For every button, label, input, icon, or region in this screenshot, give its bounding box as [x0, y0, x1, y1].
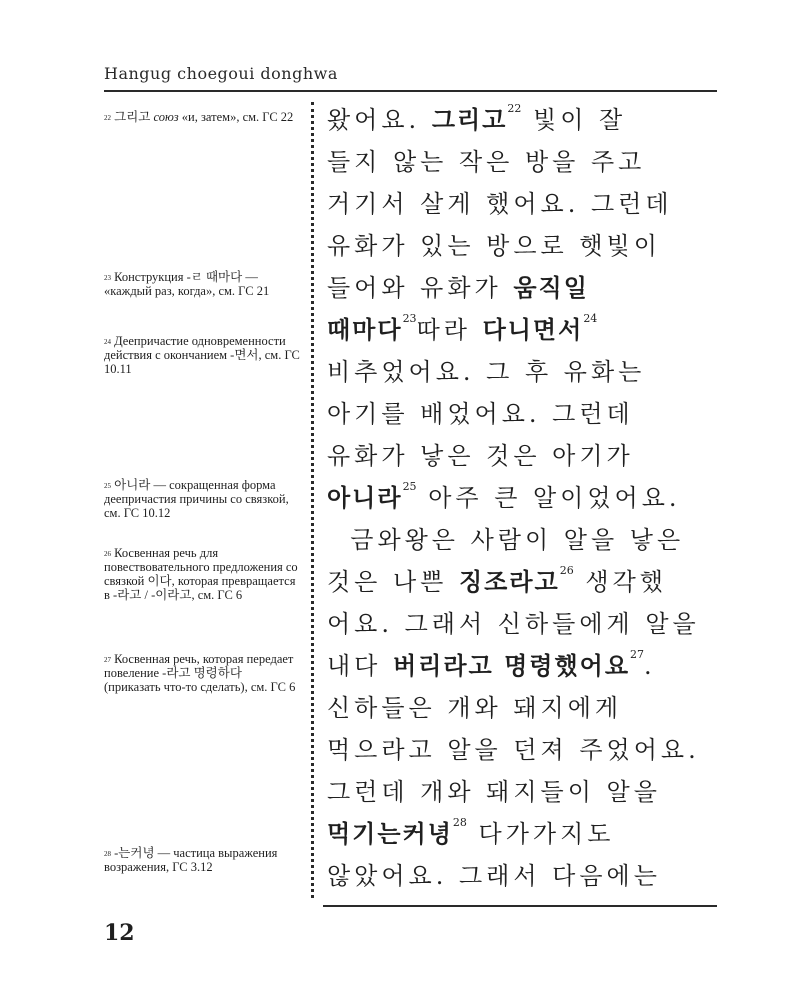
- footnote-text: 아니라 — сокращенная форма деепричастия причины со связкой, см. ГС 10.12: [104, 478, 289, 520]
- line-text: 어요. 그래서 신하들에게 알을: [327, 610, 700, 638]
- text-line: [327, 562, 667, 604]
- footnote-ref: 26: [559, 564, 574, 577]
- text-line: [327, 142, 645, 184]
- line-text: .: [644, 652, 656, 680]
- footnote-text: Деепричастие одновременности действия с окончанием -면서, см. ГС 10.11: [104, 334, 300, 376]
- text-line: [327, 436, 634, 478]
- text-line: [327, 394, 634, 436]
- footnote-28: [104, 846, 300, 874]
- footnote-number: 22: [104, 114, 111, 122]
- footnote-ref: 28: [452, 816, 467, 829]
- text-line: [327, 520, 684, 562]
- line-bold: 그리고: [431, 106, 508, 134]
- line-text: 다가가지도: [466, 820, 615, 848]
- footnote-22: [104, 110, 300, 124]
- footnote-ref: 25: [402, 480, 417, 493]
- line-bold: 다니면서: [482, 316, 584, 344]
- footnote-ref: 27: [630, 648, 645, 661]
- footnote-ref: 22: [507, 102, 522, 115]
- line-text: 따라: [416, 316, 483, 344]
- text-line: [327, 814, 614, 856]
- running-head: Hangug choegoui donghwa: [104, 64, 338, 83]
- text-line: [327, 100, 626, 142]
- dotted-divider: [311, 102, 314, 898]
- line-text: 빛이 잘: [521, 106, 627, 134]
- line-text: 들지 않는 작은 방을 주고: [327, 148, 646, 176]
- line-bold: 먹기는커녕: [327, 820, 453, 848]
- footnote-number: 23: [104, 274, 111, 282]
- footnote-text: Конструкция -ㄹ 때마다 — «каждый раз, когда», см. ГС 21: [104, 270, 270, 298]
- footnote-number: 26: [104, 550, 111, 558]
- text-line: [327, 730, 700, 772]
- line-text: 유화가 있는 방으로 햇빛이: [327, 232, 661, 260]
- text-line: [327, 688, 622, 730]
- text-line: [327, 646, 656, 688]
- footnote-italic: союз: [153, 110, 179, 124]
- top-rule: [104, 90, 717, 92]
- text-line: [327, 604, 700, 646]
- line-text: 거기서 살게 했어요. 그런데: [327, 190, 673, 218]
- footnote-number: 27: [104, 656, 111, 664]
- line-text: 것은 나쁜: [327, 568, 459, 596]
- line-bold: 움직일: [513, 274, 589, 302]
- footnote-number: 24: [104, 338, 111, 346]
- text-line: [327, 856, 661, 898]
- line-text: 그런데 개와 돼지들이 알을: [327, 778, 661, 806]
- footnote-27: [104, 652, 300, 694]
- line-text: 않았어요. 그래서 다음에는: [327, 862, 661, 890]
- line-bold: 아니라: [327, 484, 403, 512]
- line-text: 비추었어요. 그 후 유화는: [327, 358, 646, 386]
- footnote-korean: 그리고: [114, 110, 151, 124]
- footnote-25: [104, 478, 300, 520]
- text-line: [327, 478, 681, 520]
- bottom-rule: [323, 905, 717, 907]
- line-text: 금와왕은 사람이 알을 낳은: [327, 526, 685, 554]
- text-line: [327, 310, 597, 352]
- line-text: 신하들은 개와 돼지에게: [327, 694, 623, 722]
- page-number: 12: [104, 920, 135, 946]
- footnote-number: 28: [104, 850, 111, 858]
- footnote-24: [104, 334, 300, 376]
- line-text: 들어와 유화가: [327, 274, 514, 302]
- text-line: [327, 772, 661, 814]
- footnote-text: Косвенная речь, которая передает повеление -라고 명령하다 (приказать что-то сделать), см. ГС 6: [104, 652, 296, 694]
- footnote-number: 25: [104, 482, 111, 490]
- line-text: 아기를 배었어요. 그런데: [327, 400, 634, 428]
- text-line: [327, 226, 661, 268]
- footnote-text: Косвенная речь для повествовательного предложения со связкой 이다, которая превращается в -라고 / -이라고, см. ГС 6: [104, 546, 298, 602]
- text-line: [327, 184, 673, 226]
- text-line: [327, 268, 589, 310]
- line-text: 생각했: [573, 568, 667, 596]
- footnote-text: «и, затем», см. ГС 22: [181, 110, 294, 124]
- line-bold: 버리라고 명령했어요: [393, 652, 631, 680]
- line-bold: 징조라고: [459, 568, 560, 596]
- line-bold: 때마다: [327, 316, 403, 344]
- line-text: 내다: [327, 652, 393, 680]
- footnote-23: [104, 270, 300, 298]
- line-text: 유화가 낳은 것은 아기가: [327, 442, 634, 470]
- footnote-text: -는커녕 — частица выражения возражения, ГС 3.12: [104, 846, 278, 874]
- line-text: 왔어요.: [327, 106, 432, 134]
- text-line: [327, 352, 645, 394]
- footnote-ref: 23: [402, 312, 417, 325]
- line-text: 아주 큰 알이었어요.: [416, 484, 681, 512]
- footnote-26: [104, 546, 300, 602]
- footnote-ref: 24: [583, 312, 598, 325]
- line-text: 먹으라고 알을 던져 주었어요.: [327, 736, 700, 764]
